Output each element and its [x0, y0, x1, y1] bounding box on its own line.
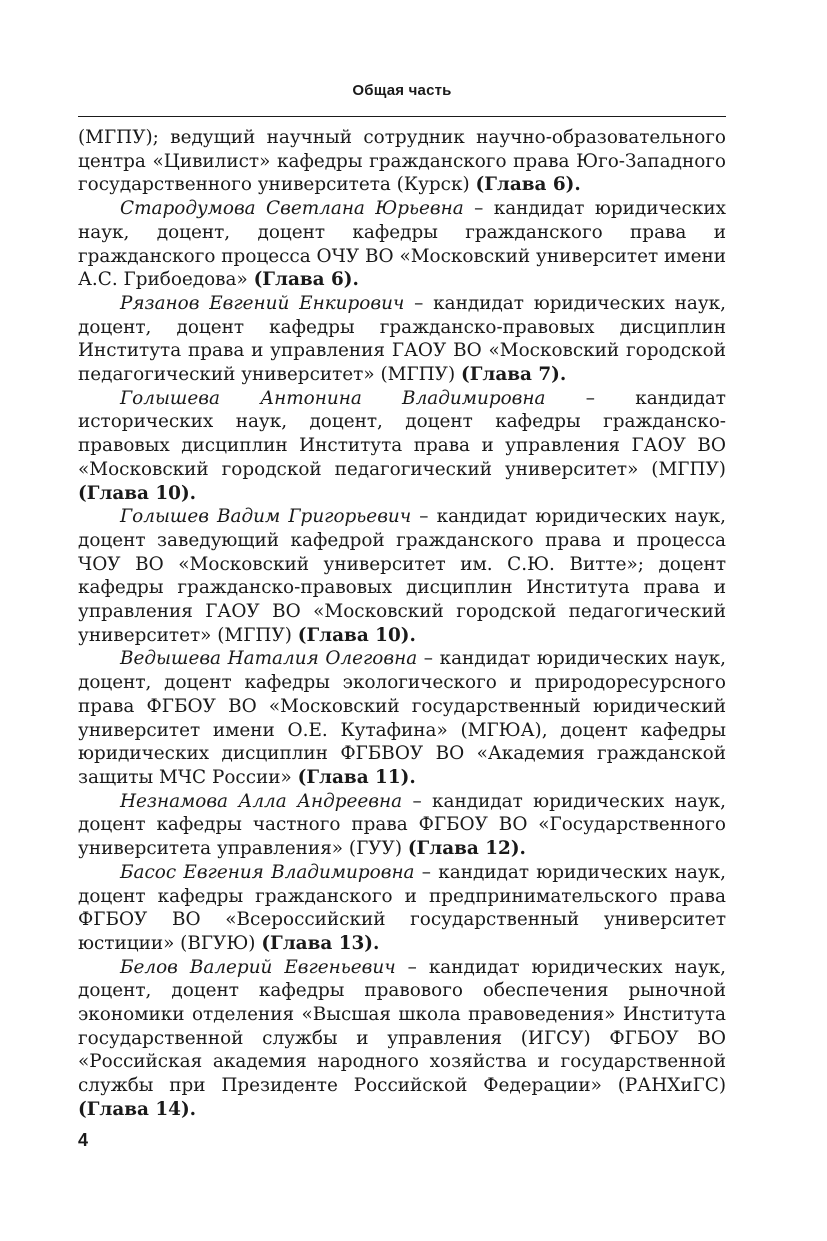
chapter-reference: (Глава 10). [297, 624, 416, 646]
chapter-reference: (Глава 7). [461, 364, 567, 386]
author-description: – кандидат юридических наук, доцент заведующий кафедрой гражданского права и процесса ЧОУ ВО «Московский университет им. С.Ю. Витте»; доцент кафедры гражданско-правовых дисциплин Института права и управления ГАОУ ВО «Московский городской педагогический университет» (МГПУ) [78, 506, 726, 646]
author-description: – кандидат юридических наук, доцент, доцент кафедры гражданского права и гражданского процесса ОЧУ ВО «Московский университет имени А.С. Грибоедова» [78, 198, 726, 291]
author-entry [78, 956, 726, 1122]
author-name: Голышев Вадим Григорьевич [120, 506, 412, 528]
author-entry [78, 126, 726, 197]
author-entry [78, 861, 726, 956]
author-description: – кандидат юридических наук, доцент, доцент кафедры гражданско-правовых дисциплин Института права и управления ГАОУ ВО «Московский городской педагогический университет» (МГПУ) [78, 292, 726, 386]
author-entry [78, 647, 726, 789]
author-name: Басос Евгения Владимировна [120, 861, 415, 883]
author-name: Незнамова Алла Андреевна [120, 790, 403, 812]
page-body [78, 126, 726, 1122]
author-entry [78, 505, 726, 647]
author-entry [78, 292, 726, 387]
author-name: Рязанов Евгений Енкирович [120, 292, 405, 314]
author-description: – кандидат юридических наук, доцент, доцент кафедры экологического и природоресурсного права ФГБОУ ВО «Московский государственный юридический университет имени О.Е. Кутафина» (МГЮА), доцент кафедры юридических дисциплин ФГБВОУ ВО «Академия гражданской защиты МЧС России» [78, 648, 726, 788]
author-description: – кандидат юридических наук, доцент, доцент кафедры правового обеспечения рыночной экономики отделения «Высшая школа правоведения» Института государственной службы и управления (ИГСУ) ФГБОУ ВО «Российская академия народного хозяйства и государственной службы при Президенте Российской Федерации» (РАНХиГС) [78, 956, 726, 1097]
author-name: Ведышева Наталия Олеговна [120, 648, 418, 670]
page-number: 4 [78, 1130, 89, 1150]
author-name: Голышева Антонина Владимировна [120, 387, 546, 409]
chapter-reference: (Глава 11). [297, 766, 416, 788]
author-entry [78, 197, 726, 292]
author-description: (МГПУ); ведущий научный сотрудник научно-образовательного центра «Цивилист» кафедры гражданского права Юго-Западного государственного университета (Курск) [78, 127, 726, 196]
chapter-reference: (Глава 12). [407, 838, 526, 860]
author-name: Стародумова Светлана Юрьевна [120, 198, 464, 220]
author-entry [78, 790, 726, 861]
author-entry [78, 387, 726, 506]
chapter-reference: (Глава 6). [253, 269, 359, 291]
chapter-reference: (Глава 6). [475, 174, 581, 196]
chapter-reference: (Глава 13). [261, 932, 380, 954]
running-header: Общая часть [352, 82, 452, 99]
author-description: – кандидат юридических наук, доцент кафедры частного права ФГБОУ ВО «Государственного университета управления» (ГУУ) [78, 790, 726, 860]
author-name: Белов Валерий Евгеньевич [120, 956, 396, 978]
header-rule [78, 116, 726, 117]
author-description: – кандидат исторических наук, доцент, доцент кафедры гражданско-правовых дисциплин Института права и управления ГАОУ ВО «Московский городской педагогический университет» (МГПУ) [78, 387, 726, 480]
chapter-reference: (Глава 14). [78, 1098, 197, 1120]
author-description: – кандидат юридических наук, доцент кафедры гражданского и предпринимательского права ФГБОУ ВО «Всероссийский государственный университет юстиции» (ВГУЮ) [78, 861, 726, 954]
chapter-reference: (Глава 10). [78, 482, 197, 504]
